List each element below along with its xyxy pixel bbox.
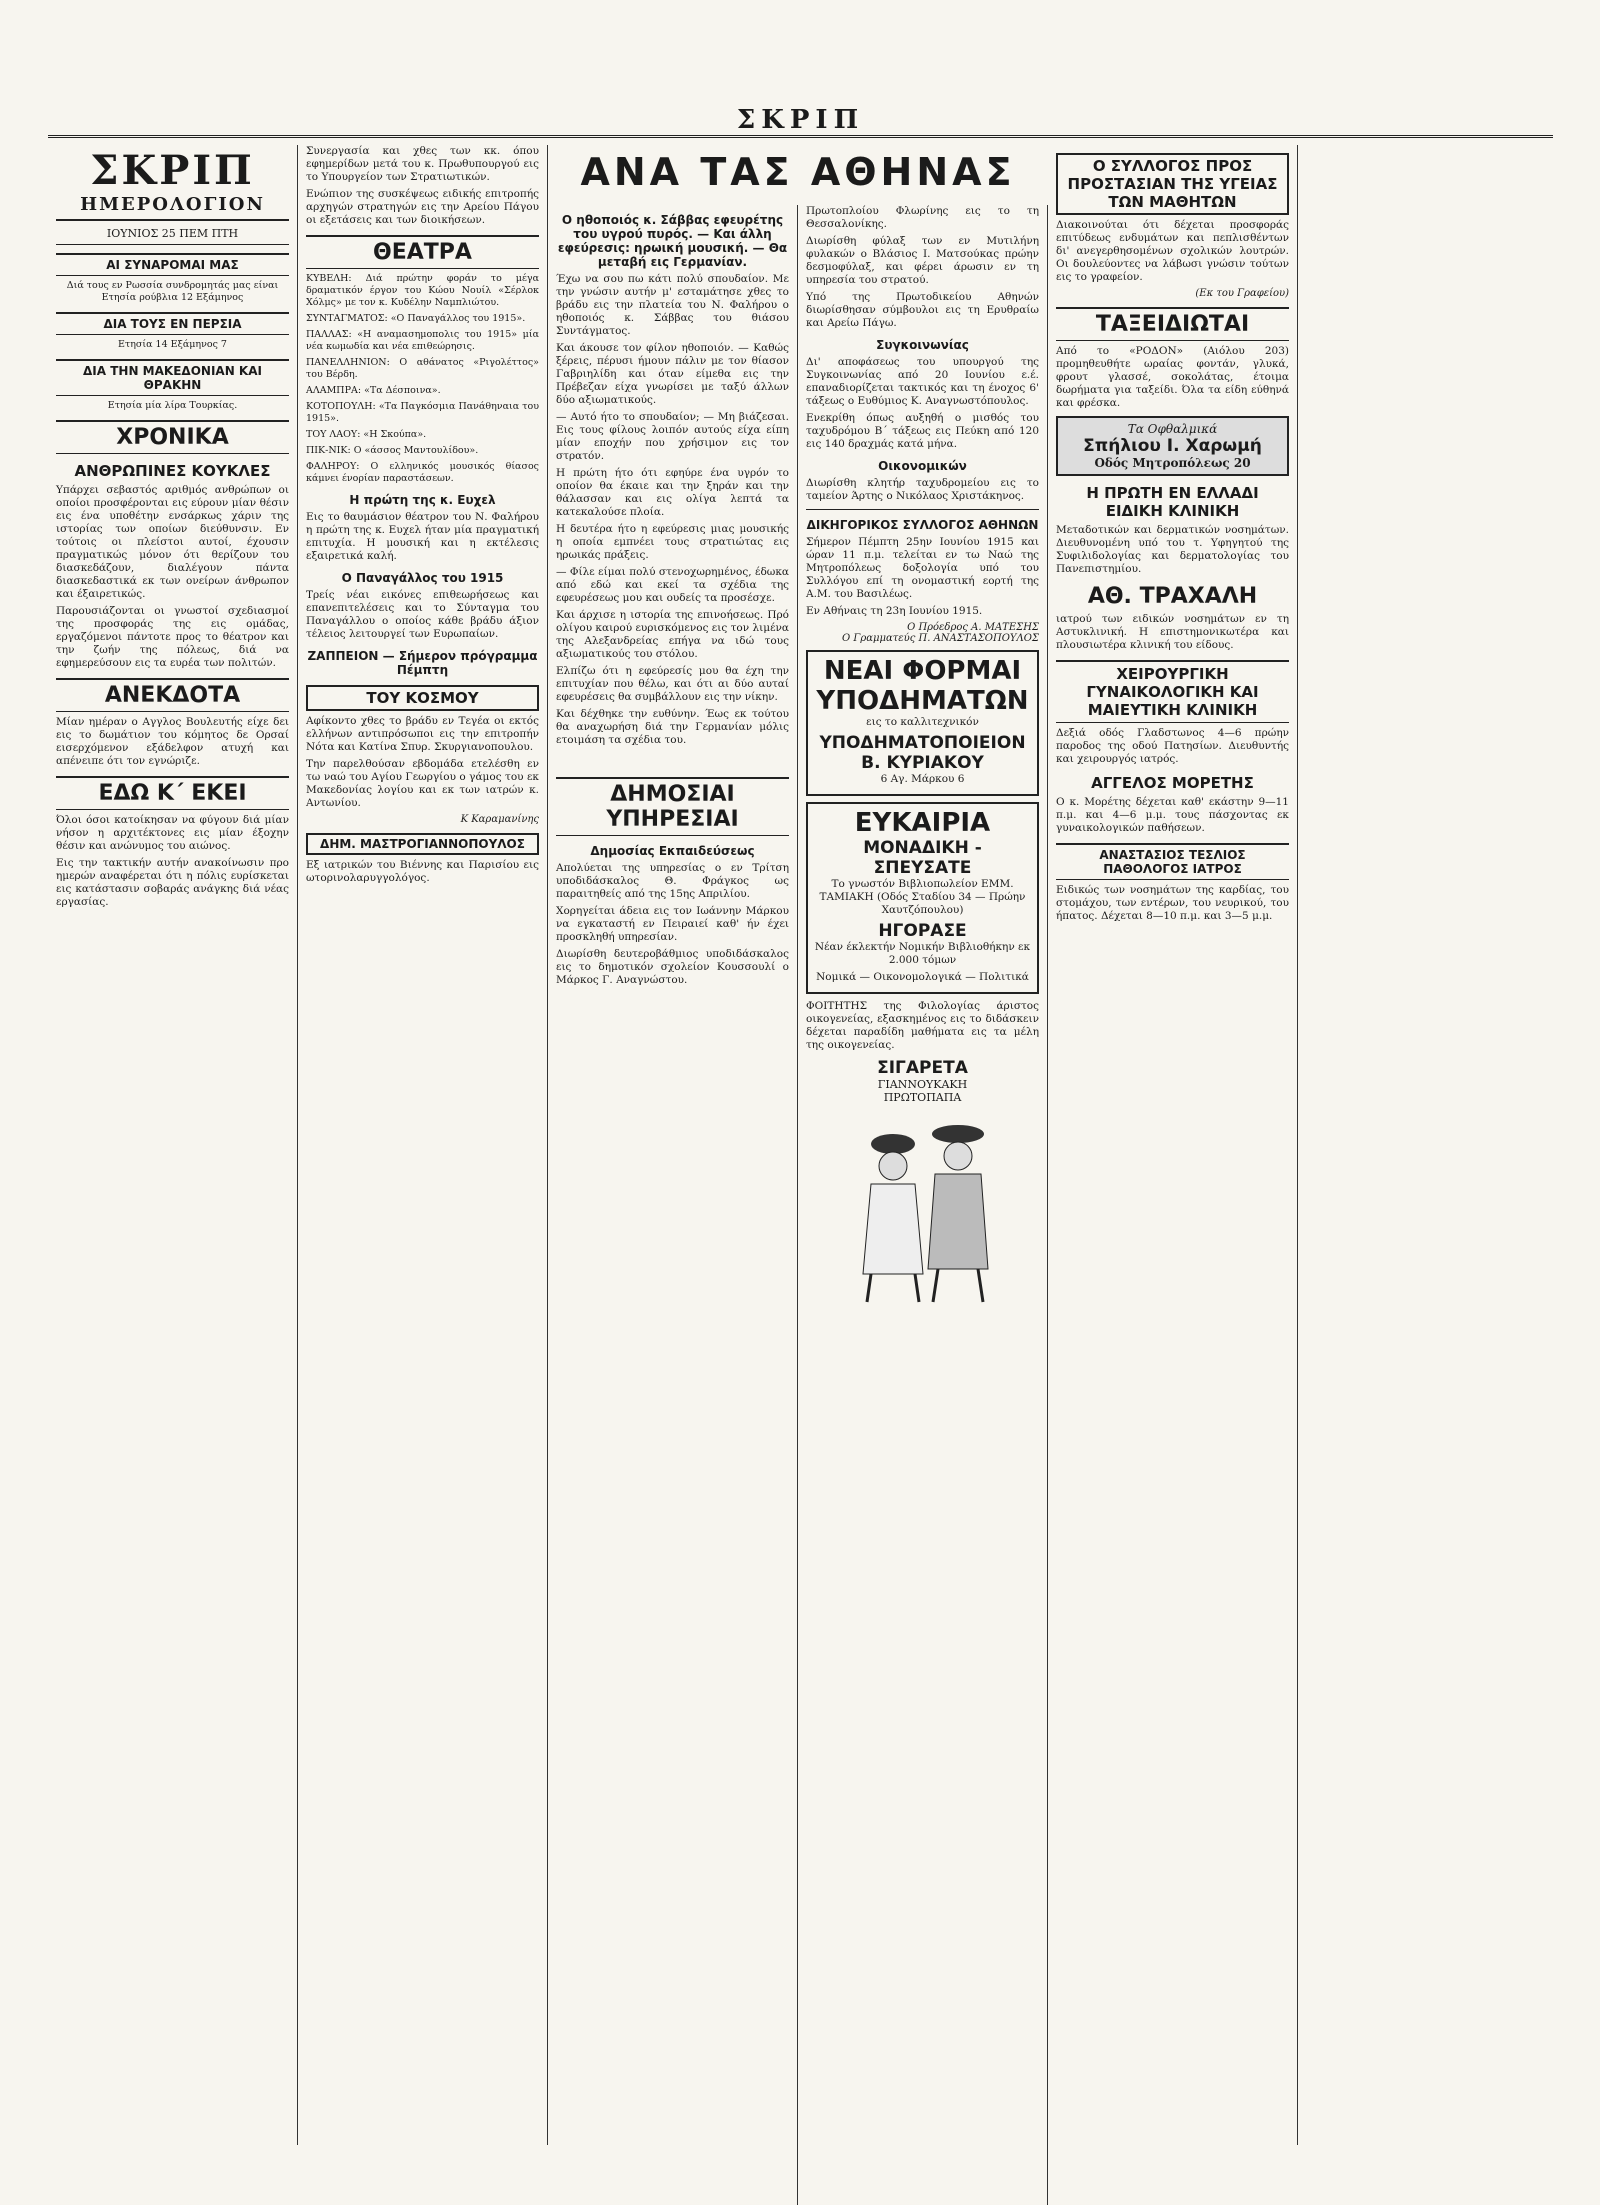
clinic-paragraph: Μεταδοτικών και δερματικών νοσημάτων. Διευθυνομένη υπό του τ. Υφηγητού της Συφιλιδολογίας και δερματολογίας του Πανεπιστημίου.	[1056, 524, 1289, 575]
here-there-heading: ΕΔΩ Κ΄ ΕΚΕΙ	[56, 776, 289, 810]
macedonia-heading: ΔΙΑ ΤΗΝ ΜΑΚΕΔΟΝΙΑΝ ΚΑΙ ΘΡΑΚΗΝ	[56, 359, 289, 396]
shoe-ad-address: 6 Αγ. Μάρκου 6	[880, 773, 965, 785]
transport-heading: Συγκοινωνίας	[876, 338, 969, 352]
here-there-paragraph-2: Εις την τακτικήν αυτήν ανακοίνωσιν προ ημερών αναφέρεται ότι η πόλις ευρίσκεται εις κατάστασιν σοβαράς ανάγκης διά νέας εργασίας.	[56, 857, 289, 908]
shoe-ad-title: ΝΕΑΙ ΦΟΡΜΑΙ ΥΠΟΔΗΜΑΤΩΝ	[816, 656, 1029, 716]
eyxel-heading: Η πρώτη της κ. Ευχελ	[349, 493, 496, 507]
cigarette-ad-title: ΣΙΓΑΡΕΤΑ	[877, 1058, 968, 1078]
dolls-paragraph-1: Υπάρχει σεβαστός αριθμός ανθρώπων οι οποίοι προσφέρονται εις εύρουν μίαν θέσιν εις ένα υποθέτην ενσάρκως χάριν της ιστορίας των οποίων διεύθυνσιν. Εν τούτοις οι πλείστοι αυτοί, έχουσιν πραγματικώς μόνον ότι θερίζουν του διασκεδάζουν, διαλέγουν πάντα διασκεδαστικά εκ των ονείρων άνθρωπον και έξαιρετικώς.	[56, 484, 289, 600]
column-2	[298, 145, 548, 2145]
inventor-paragraph-4: — Αυτό ήτο το σπουδαίον; — Μη βιάζεσαι. Εις τους φίλους λοιπόν αυτούς είχα είπη μίαν εποχήν που χρήσιμον εις τον στρατόν.	[556, 411, 789, 462]
athens-section-title: ΑΝΑ ΤΑΣ ΑΘΗΝΑΣ	[580, 150, 1016, 194]
education-paragraph-2: Χορηγείται άδεια εις τον Ιωάννην Μάρκου να εγκαταστή εν Πειραιεί καθ' ήν έχει προσκληθή υπηρεσίαν.	[556, 905, 789, 943]
inventor-paragraph-3: Και άκουσε τον φίλον ηθοποιόν. — Καθώς ξέρεις, πέρυσι ήμουν πάλιν με τον θίασον Γαβριηλίδη και όταν είμεθα εις την Πρέβεζαν είχα γνωρίσει με ταξύ άλλων δύο αξιωματικούς.	[556, 342, 789, 406]
education-paragraph-1: Απολύεται της υπηρεσίας ο εν Τρίτση υποδιδάσκαλος Θ. Φράγκος ως παραιτηθείς από της 15ης Απριλίου.	[556, 862, 789, 900]
theatre-piknik: ΠΙΚ-ΝΙΚ: Ο «άσσος Μαντουλίδου».	[306, 445, 479, 456]
lawyers-heading: ΔΙΚΗΓΟΡΙΚΟΣ ΣΥΛΛΟΓΟΣ ΑΘΗΝΩΝ	[806, 518, 1039, 532]
teslios-paragraph: Ειδικώς των νοσημάτων της καρδίας, του στομάχου, των εντέρων, του νευρικού, του ήπατος. Δέχεται 8—10 π.μ. και 3—5 μ.μ.	[1056, 884, 1289, 922]
cigarette-ad	[823, 1058, 1023, 1328]
persia-rates: Ετησία 14 Εξάμηνος 7	[118, 339, 227, 350]
zappeion-heading: ΖΑΠΠΕΙΟΝ — Σήμερον πρόγραμμα Πέμπτη	[307, 649, 538, 677]
eye-ad-address: Οδός Μητροπόλεως 20	[1094, 456, 1251, 470]
column-3	[548, 205, 798, 2205]
column-4	[798, 205, 1048, 2205]
mastro-paragraph: Εξ ιατρικών του Βιέννης και Παρισίου εις ωτορινολαρυγγολόγος.	[306, 859, 539, 884]
inventor-paragraph-10: Και δέχθηκε την ευθύνην. Έως εκ τούτου θα αναχωρήση διά την Γερμανίαν μόλις ετοιμάση τα σχέδια του.	[556, 708, 789, 746]
lawyers-signature-secretary: Ο Γραμματεύς Π. ΑΝΑΣΤΑΣΟΠΟΥΛΟΣ	[842, 633, 1039, 644]
doctor-paragraph: ιατρού των ειδικών νοσημάτων εν τη Αστυκλινική. Η επιστημονικωτέρα και πλουσιωτέρα κλινική του είδους.	[1056, 613, 1289, 651]
education-paragraph-3: Διωρίσθη δευτεροβάθμιος υποδιδάσκαλος εις το δημοτικόν σχολείον Κουσσουλί ο Μάρκος Γ. Αναγνώστου.	[556, 948, 789, 986]
issue-date: ΙΟΥΝΙΟΣ 25 ΠΕΜ ΠΤΗ	[56, 227, 289, 245]
kosmos-paragraph-1: Αφίκοντο χθες το βράδυ εν Τεγέα οι εκτός ελλήνων αντιπρόσωποι εις την επιτροπήν Νότα και Κατίνα Σπυρ. Σκυργιανοπουλου.	[306, 715, 539, 753]
travellers-paragraph: Από το «ΡΟΔΟΝ» (Αιόλου 203) προμηθευθήτε ωραίας φοντάν, γλυκά, φρουτ γλασσέ, σοκολάτας, έτοιμα δωρήματα για ταξείδι. Όλα τα είδη εύθηνά και φρέσκα.	[1056, 345, 1289, 409]
public-services-title: ΔΗΜΟΣΙΑΙ ΥΠΗΡΕΣΙΑΙ	[556, 777, 789, 836]
shoe-ad-sub: εις το καλλιτεχνικόν	[866, 716, 979, 728]
teslios-heading: ΑΝΑΣΤΑΣΙΟΣ ΤΕΣΛΙΟΣ ΠΑΘΟΛΟΓΟΣ ΙΑΤΡΟΣ	[1056, 843, 1289, 880]
society-signature: (Εκ του Γραφείου)	[1195, 288, 1289, 299]
mastro-heading: ΔΗΜ. ΜΑΣΤΡΟΓΙΑΝΝΟΠΟΥΛΟΣ	[306, 833, 539, 855]
col2-top-paragraph-2: Ενώπιον της συσκέψεως ειδικής επιτροπής αρχηγών στρατηγών εις την Αρείου Πάγου οι εξετάσεις και των διοικήσεων.	[306, 188, 539, 226]
eyxel-paragraph: Εις το θαυμάσιον θέατρον του Ν. Φαλήρου η πρώτη της κ. Ευχελ ήταν μία πραγματική επιτυχία. Η μουσική και η εκτέλεσις εξαιρετικά καλή.	[306, 511, 539, 562]
kosmos-signature: Κ Καραμανίνης	[460, 814, 539, 825]
kosmos-heading: ΤΟΥ ΚΟΣΜΟΥ	[306, 685, 539, 711]
bookshop-ad-bought-text: Νέαν έκλεκτήν Νομικήν Βιβλιοθήκην εκ 2.000 τόμων	[814, 941, 1031, 966]
theatre-kotopouli: ΚΟΤΟΠΟΥΛΗ: «Τα Παγκόσμια Πανάθηναια του 1915».	[306, 401, 539, 424]
persia-heading: ΔΙΑ ΤΟΥΣ ΕΝ ΠΕΡΣΙΑ	[56, 312, 289, 335]
surgery-paragraph: Δεξιά οδός Γλαδστωνος 4—6 πρώην παροδος της οδού Πατησίων. Διευθυντής και χειρουργός ιατρός.	[1056, 727, 1289, 765]
subscriptions-heading: ΑΙ ΣΥΝΑΡΟΜΑΙ ΜΑΣ	[56, 253, 289, 276]
inventor-paragraph-8: Και άρχισε η ιστορία της επινοήσεως. Πρό ολίγου καιρού ευρισκόμενος εις τον λιμένα της Αλεξανδρείας επήγα να ιδώ τους αξιωματικούς του στόλου.	[556, 609, 789, 660]
column-5	[1048, 145, 1298, 2145]
education-heading: Δημοσίας Εκπαιδεύσεως	[590, 844, 755, 858]
lawyers-signature-president: Ο Πρόεδρος Α. ΜΑΤΕΣΗΣ	[907, 622, 1039, 633]
cigarette-ad-brand: ΓΙΑΝΝΟΥΚΑΚΗ	[877, 1078, 968, 1091]
theatre-faliro: ΦΑΛΗΡΟΥ: Ο ελληνικός μουσικός θίασος κάμνει ένορίαν παραστάσεων.	[306, 461, 539, 484]
theatre-syntagma: ΣΥΝΤΑΓΜΑΤΟΣ: «Ο Παναγάλλος του 1915».	[306, 313, 526, 324]
transport-paragraph-1: Δι' αποφάσεως του υπουργού της Συγκοινωνίας από 20 Ιουνίου ε.έ. επαναδιορίζεται τακτικός και τη ένοχος 6' τάξεως ο Ευθύμιος Κ. Αναγνωστόπουλος.	[806, 356, 1039, 407]
running-header-title: ΣΚΡΙΠ	[736, 105, 865, 135]
surgery-heading: ΧΕΙΡΟΥΡΓΙΚΗ ΓΥΝΑΙΚΟΛΟΓΙΚΗ ΚΑΙ ΜΑΙΕΥΤΙΚΗ ΚΛΙΝΙΚΗ	[1056, 660, 1289, 723]
inventor-paragraph-5: Η πρώτη ήτο ότι εφηύρε ένα υγρόν το οποίον θα έκαιε και την ξηράν και την θάλασσαν και εις ολίγα λεπτά τα κατεκαλούσε πλοία.	[556, 467, 789, 518]
theatre-alambra: ΑΛΑΜΠΡΑ: «Τα Δέσποινα».	[306, 385, 441, 396]
transport-paragraph-2: Ενεκρίθη όπως αυξηθή ο μισθός του ταχυδρόμου Β΄ τάξεως εις Πεύκη από 120 εις 140 δραχμάς κατά μήνα.	[806, 412, 1039, 450]
finance-paragraph: Διωρίσθη κλητήρ ταχυδρομείου εις το ταμείον Άρτης ο Νικόλαος Χριστάκηνος.	[806, 477, 1039, 502]
newspaper-page	[48, 105, 1553, 2145]
eye-ad-name: Σπήλιου Ι. Χαρωμή	[1083, 436, 1262, 456]
shoe-ad-shop: ΥΠΟΔΗΜΑΤΟΠΟΙΕΙΟΝ Β. ΚΥΡΙΑΚΟΥ	[819, 733, 1026, 773]
column-1	[48, 145, 298, 2145]
inventor-heading: Ο ηθοποιός κ. Σάββας εφευρέτης του υγρού πυρός. — Και άλλη εφεύρεσις: ηρωική μουσική. — Θα μεταβή εις Γερμανίαν.	[557, 213, 788, 269]
macedonia-rates: Ετησία μία λίρα Τουρκίας.	[107, 400, 238, 411]
theatre-pallas: ΠΑΛΛΑΣ: «Η αναμασημοπολις του 1915» μία νέα κωμωδία και νέα επιθεώρησις.	[306, 329, 539, 352]
inventor-paragraph-9: Ελπίζω ότι η εφεύρεσίς μου θα έχη την επιτυχίαν που θέλω, και ότι αι δύο αυταί εφευρέσεις θα συμβάλλουν εις την νίκην.	[556, 665, 789, 703]
clinic-heading: Η ΠΡΩΤΗ ΕΝ ΕΛΛΑΔΙ ΕΙΔΙΚΗ ΚΛΙΝΙΚΗ	[1086, 484, 1259, 520]
anecdotes-heading: ΑΝΕΚΔΟΤΑ	[56, 678, 289, 712]
panagallos-paragraph: Τρείς νέαι εικόνες επιθεωρήσεως και επανεπιτελέσεις και το Σύνταγμα του Παναγάλλου ο οποίος κάθε βράδυ άξιον τέλειος λειτουργεί των Ευρωπαίων.	[306, 589, 539, 640]
lawyers-paragraph: Σήμερον Πέμπτη 25ην Ιουνίου 1915 και ώραν 11 π.μ. τελείται εν τω Ναώ της Μητροπόλεως δοξολογία υπό του Συλλόγου επί τη ονομαστική εορτή της Α.Μ. του Βασιλέως.	[806, 536, 1039, 600]
anecdotes-paragraph: Μίαν ημέραν ο Αγγλος Βουλευτής είχε δει εις το δωμάτιον του κόμητος δε Ορσαί εισερχόμενον εξάδελφον ατυχή και απένειπε ότι τον εγνώριζε.	[56, 716, 289, 767]
lawyers-date: Εν Αθήναις τη 23η Ιουνίου 1915.	[806, 605, 983, 617]
bookshop-ad-text: Το γνωστόν Βιβλιοπωλείον ΕΜΜ. ΤΑΜΙΑΚΗ (Οδός Σταδίου 34 — Πρώην Χαυτζόπουλου)	[819, 878, 1026, 916]
shoe-ad	[806, 650, 1039, 796]
appointment-2: Διωρίσθη φύλαξ των εν Μυτιλήνη φυλακών ο Βλάσιος Ι. Ματσούκας πρώην δεσμοφύλαξ, και φέρει άρωσιν εν τη υπηρεσία του στρατού.	[806, 235, 1039, 286]
kosmos-paragraph-2: Την παρελθούσαν εβδομάδα ετελέσθη εν τω ναώ του Αγίου Γεωργίου ο γάμος του εκ Μακεδονίας λογίου και εκ των ιατρών κ. Αντωνίου.	[306, 758, 539, 809]
col2-top-paragraph: Συνεργασία και χθες των κκ. όπου εφημερίδων μετά του κ. Πρωθυπουργού εις το Υπουργείον των Στρατιωτικών.	[306, 145, 539, 183]
society-heading: Ο ΣΥΛΛΟΓΟΣ ΠΡΟΣ ΠΡΟΣΤΑΣΙΑΝ ΤΗΣ ΥΓΕΙΑΣ ΤΩΝ ΜΑΘΗΤΩΝ	[1056, 153, 1289, 215]
bookshop-ad	[806, 802, 1039, 994]
cigarette-ad-tag: ΠΡΩΤΟΠΑΠΑ	[883, 1091, 962, 1104]
inventor-paragraph-7: — Φίλε είμαι πολύ στενοχωρημένος, έδωκα από εδώ και εκεί τα σχέδια της εφευρέσεως μου και ουδείς τα προσέσχε.	[556, 566, 789, 604]
calendar-title: ΗΜΕΡΟΛΟΓΙΟΝ	[56, 194, 289, 221]
chronika-heading: ΧΡΟΝΙΚΑ	[56, 420, 289, 454]
moretis-heading: ΑΓΓΕΛΟΣ ΜΟΡΕΤΗΣ	[1091, 774, 1254, 792]
travellers-heading: ΤΑΞΕΙΔΙΩΤΑΙ	[1056, 307, 1289, 341]
cigarette-ad-illustration	[823, 1104, 1023, 1304]
inventor-paragraph-2: Έχω να σου πω κάτι πολύ σπουδαίον. Με την γνώσιν αυτήν μ' εσταμάτησε χθες το βράδυ εις την πλατεία του Ν. Φαλήρου ο ηθοποιός κ. Σάββας του θιάσου Συντάγματος.	[556, 273, 789, 337]
here-there-paragraph-1: Όλοι όσοι κατοίκησαν να φύγουν διά μίαν νήσον η αρχιτέκτονες εις μίαν έξοχην θέσιν και ανώνυμος του αιώνος.	[56, 814, 289, 852]
dolls-paragraph-2: Παρουσιάζονται οι γνωστοί σχεδιασμοί της προσφοράς της εις ομάδας, εργαζόμενοι πάντοτε προς το θέατρον και την ζωήν της πόλεως, διά να εφημερεύσουν εις τα ευρέα των πολιτών.	[56, 605, 289, 669]
subscriptions-russia: Διά τους εν Ρωσσία συνδρομητάς μας είναι Ετησία ρούβλια 12 Εξάμηνος	[66, 280, 279, 303]
running-header	[48, 105, 1553, 138]
student-ad: ΦΟΙΤΗΤΗΣ της Φιλολογίας άριστος οικογενείας, εξασκημένος εις το διδάσκειν δέχεται παραδίδη μαθήματα εις τα μέλη της οικογενείας.	[806, 1000, 1039, 1051]
moretis-paragraph: Ο κ. Μορέτης δέχεται καθ' εκάστην 9—11 π.μ. και 4—6 μ.μ. τους πάσχοντας εκ γυναικολογικών παθήσεων.	[1056, 796, 1289, 834]
bookshop-ad-tail: Νομικά — Οικονομολογικά — Πολιτικά	[816, 971, 1029, 983]
appointment-1: Πρωτοπλοίου Φλωρίνης εις το τη Θεσσαλονίκης.	[806, 205, 1039, 230]
bookshop-ad-sub: ΜΟΝΑΔΙΚΗ - ΣΠΕΥΣΑΤΕ	[863, 838, 982, 878]
bookshop-ad-bought: ΗΓΟΡΑΣΕ	[878, 921, 967, 941]
theatres-heading: ΘΕΑΤΡΑ	[306, 235, 539, 269]
dolls-heading: ΑΝΘΡΩΠΙΝΕΣ ΚΟΥΚΛΕΣ	[74, 462, 271, 480]
eye-ad	[1056, 416, 1289, 476]
appointment-3: Υπό της Πρωτοδικείου Αθηνών διωρίσθησαν σύμβουλοι εις τη Ερυθραίω και Αρείω Πάγω.	[806, 291, 1039, 329]
panagallos-heading: Ο Παναγάλλος του 1915	[341, 571, 504, 585]
eye-ad-title: Τα Οφθαλμικά	[1127, 422, 1218, 436]
society-paragraph: Διακοινούται ότι δέχεται προσφοράς επιτύδεως ενδυμάτων και πεπλισθέντων δι' ανεγερθησομένων σχολικών λουτρών. Οι δουλεύοντες να λάβωσι γνώσιν τούτων εις το γραφείον.	[1056, 219, 1289, 283]
finance-heading: Οικονομικών	[878, 459, 967, 473]
bookshop-ad-title: ΕΥΚΑΙΡΙΑ	[854, 808, 991, 838]
paper-title: ΣΚΡΙΠ	[90, 147, 255, 194]
doctor-name: ΑΘ. ΤΡΑΧΑΛΗ	[1087, 584, 1258, 609]
theatre-panellinion: ΠΑΝΕΛΛΗΝΙΟΝ: Ο αθάνατος «Ριγολέττος» του Βέρδη.	[306, 357, 539, 380]
theatre-kyveli: ΚΥΒΕΛΗ: Διά πρώτην φοράν το μέγα δραματικόν έργον του Κώου Νουίλ «Σέρλοκ Χόλμς» με τον κ. Κυδέλην Ναμπλιώτου.	[306, 273, 539, 308]
theatre-laou: ΤΟΥ ΛΑΟΥ: «Η Σκούπα».	[306, 429, 427, 440]
inventor-paragraph-6: Η δευτέρα ήτο η εφεύρεσις μιας μουσικής η οποία εμπνέει τους στρατιώτας εις ηρωικάς πράξεις.	[556, 523, 789, 561]
